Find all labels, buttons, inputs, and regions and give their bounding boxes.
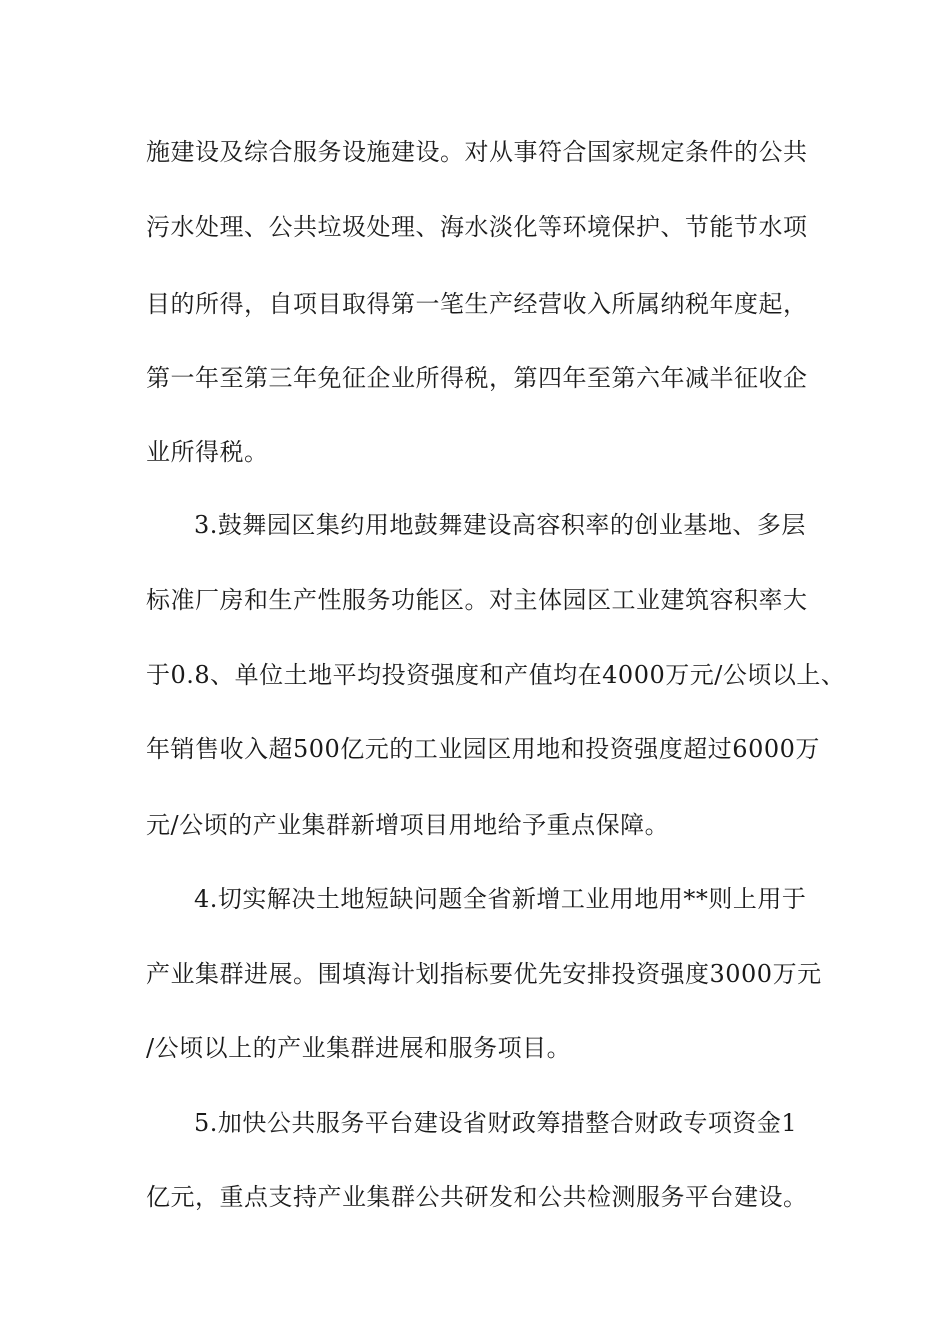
text-line: 于0.8、单位土地平均投资强度和产值均在4000万元/公顷以上、 — [146, 661, 846, 689]
paragraph-5-first-line: 5.加快公共服务平台建设省财政筹措整合财政专项资金1 — [194, 1109, 798, 1137]
text-line: /公顷以上的产业集群进展和服务项目。 — [146, 1034, 572, 1062]
text-line: 污水处理、公共垃圾处理、海水淡化等环境保护、节能节水项 — [146, 213, 808, 241]
text-line: 产业集群进展。围填海计划指标要优先安排投资强度3000万元 — [146, 960, 822, 988]
text-line: 标准厂房和生产性服务功能区。对主体园区工业建筑容积率大 — [146, 586, 808, 614]
text-line: 业所得税。 — [146, 438, 269, 466]
text-line: 第一年至第三年免征企业所得税，第四年至第六年减半征收企 — [146, 364, 808, 392]
text-line: 目的所得，自项目取得第一笔生产经营收入所属纳税年度起， — [146, 290, 808, 318]
paragraph-3-first-line: 3.鼓舞园区集约用地鼓舞建设高容积率的创业基地、多层 — [194, 511, 806, 539]
text-line: 亿元，重点支持产业集群公共研发和公共检测服务平台建设。 — [146, 1183, 808, 1211]
text-line: 施建设及综合服务设施建设。对从事符合国家规定条件的公共 — [146, 138, 808, 166]
text-line: 元/公顷的产业集群新增项目用地给予重点保障。 — [146, 811, 670, 839]
text-line: 年销售收入超500亿元的工业园区用地和投资强度超过6000万 — [146, 735, 820, 763]
paragraph-4-first-line: 4.切实解决土地短缺问题全省新增工业用地用**则上用于 — [194, 885, 807, 913]
